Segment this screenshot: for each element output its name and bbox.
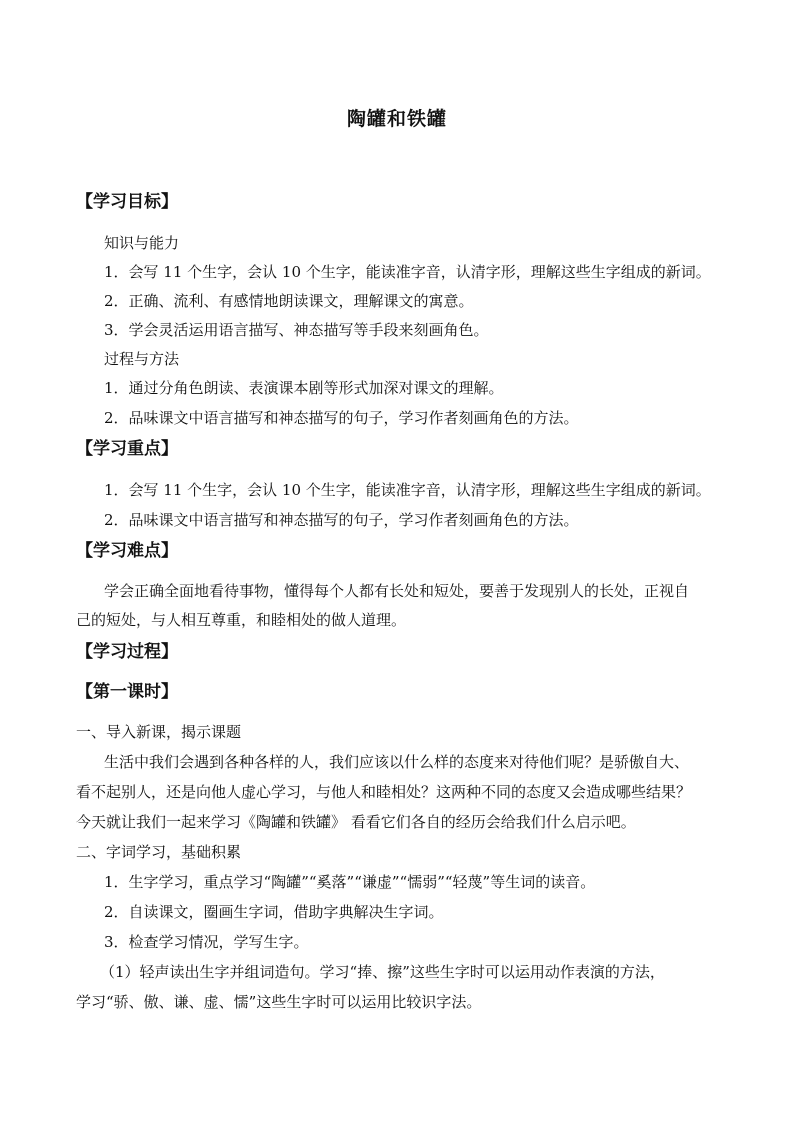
document-title: 陶罐和铁罐 bbox=[346, 108, 447, 130]
key-point-item: 2．品味课文中语言描写和神态描写的句子，学习作者刻画角色的方法。 bbox=[104, 511, 579, 529]
key-points-heading: 【学习重点】 bbox=[76, 439, 178, 459]
section-item: 2．自读课文，圈画生字词，借助字典解决生字词。 bbox=[104, 903, 444, 921]
section-text: 今天就让我们一起来学习《陶罐和铁罐》 看看它们各自的经历会给我们什么启示吧。 bbox=[76, 813, 636, 831]
section-subitem: （1）轻声读出生字并组词造句。学习“捧、擦”这些生字时可以运用动作表演的方法， bbox=[100, 963, 665, 981]
section-item: 1．生字学习，重点学习“陶罐”“奚落”“谦虚”“懦弱”“轻蔑”等生词的读音。 bbox=[104, 873, 596, 891]
knowledge-item: 3．学会灵活运用语言描写、神态描写等手段来刻画角色。 bbox=[104, 321, 489, 339]
section-text: 生活中我们会遇到各种各样的人，我们应该以什么样的态度来对待他们呢？是骄傲自大、 bbox=[104, 753, 690, 771]
knowledge-label: 知识与能力 bbox=[104, 234, 180, 252]
difficulties-text: 学会正确全面地看待事物，懂得每个人都有长处和短处，要善于发现别人的长处，正视自 bbox=[104, 582, 690, 600]
goals-heading: 【学习目标】 bbox=[76, 192, 178, 212]
section-item: 3．检查学习情况，学写生字。 bbox=[104, 933, 309, 951]
process-heading: 【学习过程】 bbox=[76, 642, 178, 662]
process-item: 1．通过分角色朗读、表演课本剧等形式加深对课文的理解。 bbox=[104, 379, 504, 397]
key-point-item: 1．会写 11 个生字，会认 10 个生字，能读准字音，认清字形，理解这些生字组成的新词。 bbox=[104, 481, 711, 499]
section-title: 一、导入新课，揭示课题 bbox=[76, 723, 242, 741]
process-label: 过程与方法 bbox=[104, 350, 180, 368]
section-subitem: 学习“骄、傲、谦、虚、懦”这些生字时可以运用比较识字法。 bbox=[76, 993, 482, 1011]
lesson1-heading: 【第一课时】 bbox=[76, 682, 178, 702]
knowledge-item: 1．会写 11 个生字，会认 10 个生字，能读准字音，认清字形，理解这些生字组成的新词。 bbox=[104, 263, 711, 281]
section-title: 二、字词学习，基础积累 bbox=[76, 843, 242, 861]
knowledge-item: 2．正确、流利、有感情地朗读课文，理解课文的寓意。 bbox=[104, 292, 474, 310]
section-text: 看不起别人，还是向他人虚心学习，与他人和睦相处？这两种不同的态度又会造成哪些结果？ bbox=[76, 783, 692, 801]
difficulties-heading: 【学习难点】 bbox=[76, 541, 178, 561]
process-item: 2．品味课文中语言描写和神态描写的句子，学习作者刻画角色的方法。 bbox=[104, 409, 579, 427]
difficulties-text: 己的短处，与人相互尊重，和睦相处的做人道理。 bbox=[76, 611, 407, 629]
